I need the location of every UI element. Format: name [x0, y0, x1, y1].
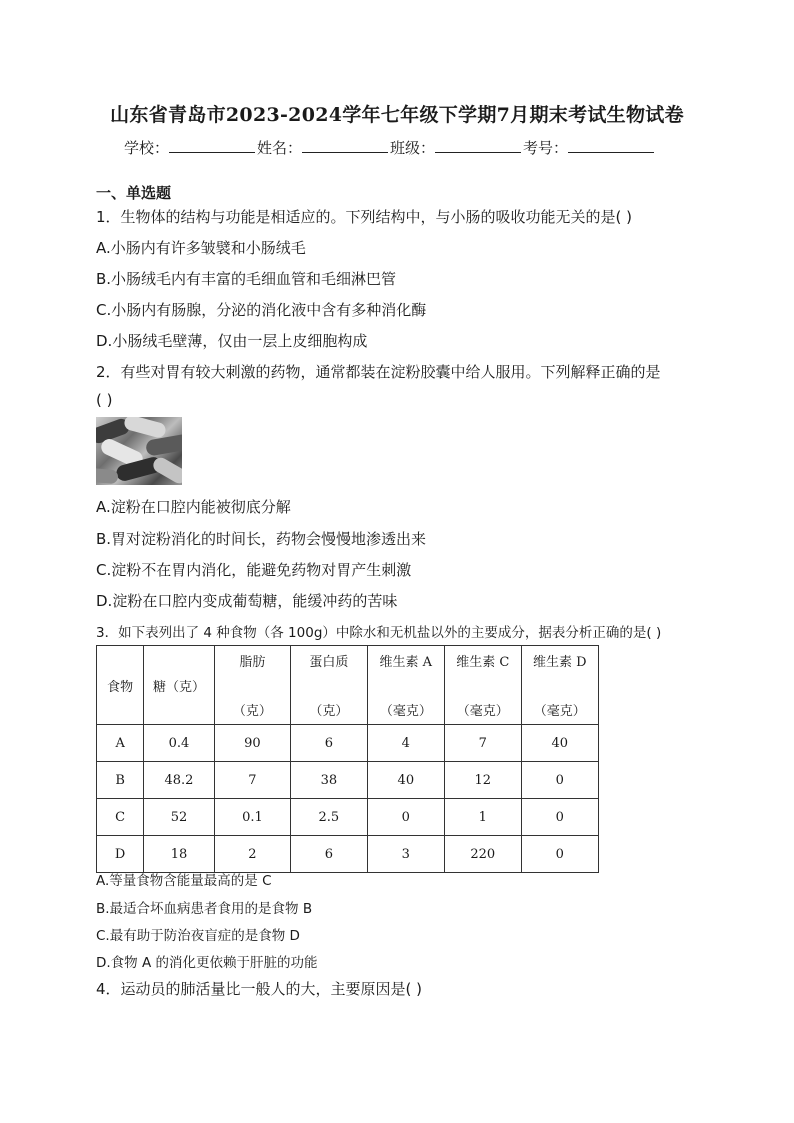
q1-option-b: B.小肠绒毛内有丰富的毛细血管和毛细淋巴管: [96, 270, 397, 288]
table-cell: 40: [521, 725, 599, 762]
capsules-photo: [96, 417, 182, 485]
table-cell: 0: [521, 836, 599, 873]
q2-stem-bracket: ( ): [96, 391, 113, 409]
number-blank[interactable]: [568, 138, 654, 153]
table-cell: 90: [214, 725, 290, 762]
table-row: [97, 725, 599, 762]
table-cell: 6: [291, 725, 367, 762]
table-cell: C: [97, 799, 144, 836]
table-cell: 4: [367, 725, 444, 762]
class-blank[interactable]: [435, 138, 521, 153]
q4-stem: 4．运动员的肺活量比一般人的大，主要原因是( ): [96, 980, 423, 998]
q1-stem: 1．生物体的结构与功能是相适应的。下列结构中，与小肠的吸收功能无关的是( ): [96, 208, 633, 226]
table-cell: 2.5: [291, 799, 367, 836]
table-cell: A: [97, 725, 144, 762]
table-cell: 7: [445, 725, 521, 762]
header-sugar: 糖（克）: [144, 646, 214, 725]
class-label: 班级：: [390, 139, 436, 157]
table-cell: 38: [291, 762, 367, 799]
school-blank[interactable]: [169, 138, 255, 153]
table-cell: 0.1: [214, 799, 290, 836]
table-cell: 6: [291, 836, 367, 873]
table-cell: 48.2: [144, 762, 214, 799]
table-cell: 40: [367, 762, 444, 799]
table-cell: 0.4: [144, 725, 214, 762]
name-blank[interactable]: [302, 138, 388, 153]
name-label: 姓名：: [257, 139, 303, 157]
school-label: 学校：: [124, 139, 170, 157]
table-cell: 3: [367, 836, 444, 873]
table-cell: D: [97, 836, 144, 873]
table-cell: 2: [214, 836, 290, 873]
q2-option-a: A.淀粉在口腔内能被彻底分解: [96, 498, 291, 516]
table-row: [97, 836, 599, 873]
q1-option-c: C.小肠内有肠腺，分泌的消化液中含有多种消化酶: [96, 301, 427, 319]
header-fat: 脂肪 （克）: [214, 646, 290, 725]
table-row: [97, 799, 599, 836]
table-cell: 0: [521, 799, 599, 836]
q2-option-d: D.淀粉在口腔内变成葡萄糖，能缓冲药的苦味: [96, 592, 398, 610]
nutrient-table: [96, 645, 599, 873]
q3-option-d: D.食物 A 的消化更依赖于肝脏的功能: [96, 955, 318, 971]
header-vitamin-a: 维生素 A （毫克）: [367, 646, 444, 725]
q2-option-c: C.淀粉不在胃内消化，能避免药物对胃产生刺激: [96, 561, 412, 579]
header-vitamin-d: 维生素 D （毫克）: [521, 646, 599, 725]
student-info-line: [124, 137, 656, 158]
table-cell: 1: [445, 799, 521, 836]
q2-stem: 2．有些对胃有较大刺激的药物，通常都装在淀粉胶囊中给人服用。下列解释正确的是: [96, 363, 661, 381]
q3-option-c: C.最有助于防治夜盲症的是食物 D: [96, 928, 300, 944]
table-header-row: [97, 646, 599, 725]
q3-option-b: B.最适合坏血病患者食用的是食物 B: [96, 901, 313, 917]
table-cell: B: [97, 762, 144, 799]
table-cell: 220: [445, 836, 521, 873]
number-label: 考号：: [523, 139, 569, 157]
page-title: 山东省青岛市2023-2024学年七年级下学期7月期末考试生物试卷: [110, 104, 684, 126]
header-protein: 蛋白质 （克）: [291, 646, 367, 725]
table-row: [97, 762, 599, 799]
header-food: 食物: [97, 646, 144, 725]
q1-option-d: D.小肠绒毛壁薄，仅由一层上皮细胞构成: [96, 332, 368, 350]
table-cell: 7: [214, 762, 290, 799]
table-cell: 0: [367, 799, 444, 836]
q1-option-a: A.小肠内有许多皱襞和小肠绒毛: [96, 239, 306, 257]
q3-option-a: A.等量食物含能量最高的是 C: [96, 873, 272, 889]
table-cell: 52: [144, 799, 214, 836]
table-cell: 0: [521, 762, 599, 799]
table-cell: 12: [445, 762, 521, 799]
section-heading: 一、单选题: [96, 184, 172, 202]
header-vitamin-c: 维生素 C （毫克）: [445, 646, 521, 725]
q2-option-b: B.胃对淀粉消化的时间长，药物会慢慢地渗透出来: [96, 530, 427, 548]
q3-stem: 3．如下表列出了 4 种食物（各 100g）中除水和无机盐以外的主要成分，据表分析正确的是( ): [96, 625, 662, 641]
table-cell: 18: [144, 836, 214, 873]
